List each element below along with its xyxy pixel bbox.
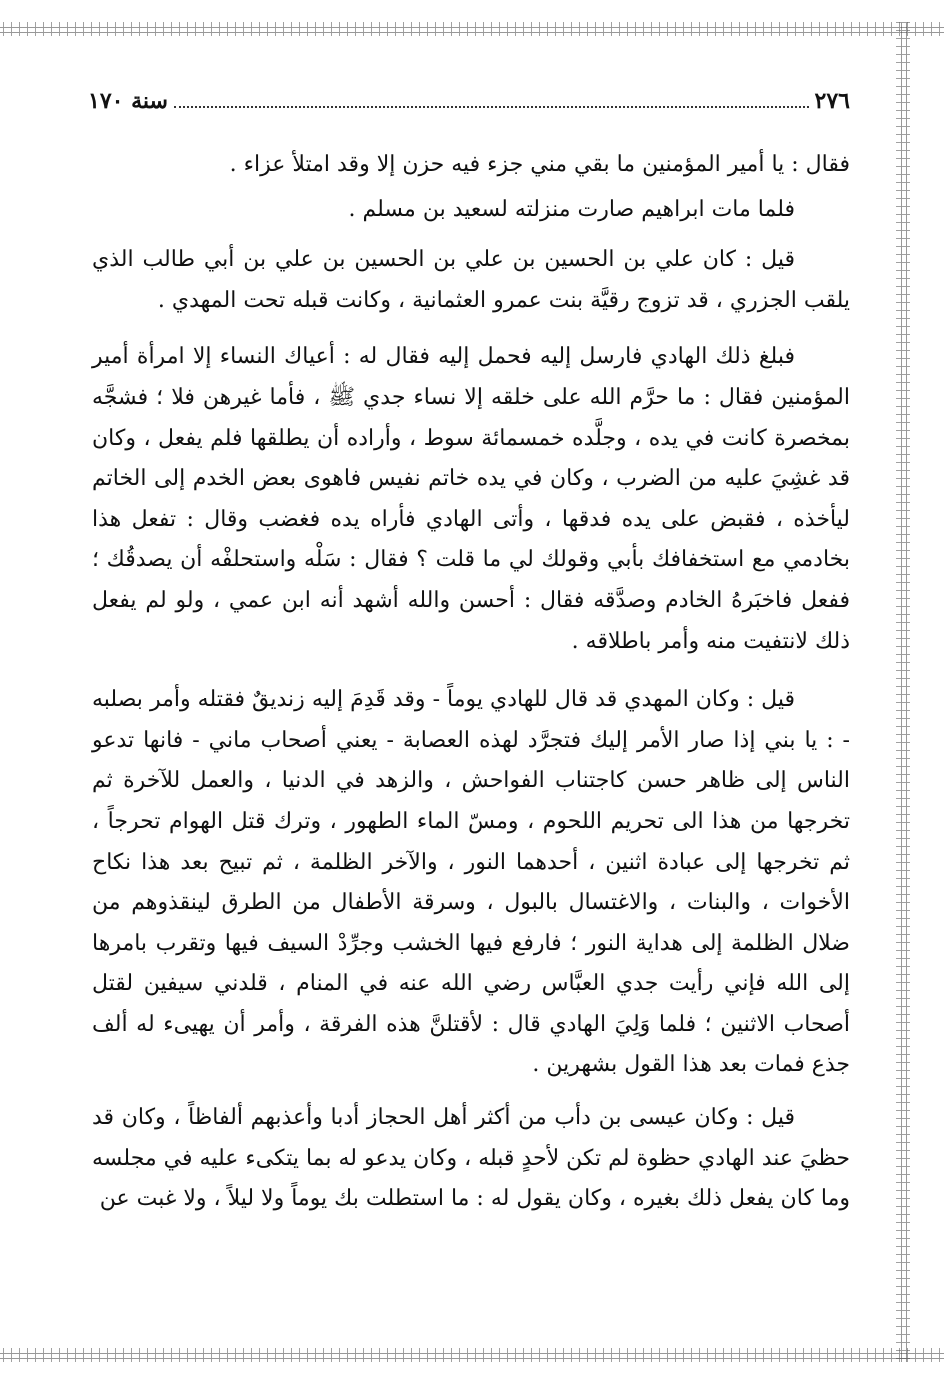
paragraph: قيل : وكان المهدي قد قال للهادي يوماً - وقد قَدِمَ إليه زنديقٌ فقتله وأمر بصلبه - : يا بني إذا صار الأمر إليك فتجرَّد لهذه العصابة - يعني أصحاب ماني - فانها تدعو الناس إلى ظاهر حسن كاجتناب الفواحش ، والزهد في الدنيا ، والعمل للآخرة ثم تخرجها من هذا الى تحريم اللحوم ، ومسّ الماء الطهور ، وترك قتل الهوام تحرجاً ، ثم تخرجها إلى عبادة اثنين ، أحدهما النور ، والآخر الظلمة ، ثم تبيح بعد هذا نكاح الأخوات ، والبنات ، والاغتسال بالبول ، وسرقة الأطفال من الطرق لينقذوهم من ضلال الظلمة إلى هداية النور ؛ فارفع فيها الخشب وجرِّدْ السيف فيها وتقرب بامرها إلى الله فإني رأيت جدي العبَّاس رضي الله عنه في المنام ، قلدني سيفين لقتل أصحاب الاثنين ؛ فلما وَلِيَ الهادي قال : لأقتلنَّ هذه الفرقة ، وأمر أن يهيىء له ألف جذع فمات بعد هذا القول بشهرين . <box>92 687 850 1078</box>
running-header <box>88 88 850 122</box>
paragraph: فلما مات ابراهيم صارت منزلته لسعيد بن مسلم . <box>348 196 795 222</box>
decorative-border-side <box>896 22 910 1362</box>
paragraph: قيل : كان علي بن الحسين بن علي بن الحسين بن علي بن أبي طالب الذي يلقب الجزري ، قد تزوج رقيَّة بنت عمرو العثمانية ، وكانت قبله تحت المهدي . <box>92 247 850 313</box>
paragraph: فبلغ ذلك الهادي فارسل إليه فحمل إليه فقال له : أعياك النساء إلا امرأة أمير المؤمنين فقال : ما حرَّم الله على خلقه إلا نساء جدي ﷺ ، فأما غيرهن فلا ؛ فشجَّه بمخصرة كانت في يده ، وجلَّده خمسمائة سوط ، وأراده أن يطلقها فلم يفعل ، وكان قد غشِيَ عليه من الضرب ، وكان في يده خاتم نفيس فاهوى بعض الخدم إلى الخاتم ليأخذه ، فقبض على يده فدقها ، وأتى الهادي فأراه يده فغضب وقال : تفعل هذا بخادمي مع استخفافك بأبي وقولك لي ما قلت ؟ فقال : سَلْه واستحلفْه أن يصدقُك ؛ ففعل فاخبَرهُ الخادم وصدَّقه فقال : أحسن والله أشهد أنه ابن عمي ، ولو لم يفعل ذلك لانتفيت منه وأمر باطلاقه . <box>92 344 850 654</box>
body-text <box>92 145 850 1220</box>
decorative-border-bottom <box>0 1348 944 1362</box>
paragraph: فقال : يا أمير المؤمنين ما بقي مني جزء فيه حزن إلا وقد امتلأ عزاء . <box>229 152 850 177</box>
paragraph: قيل : وكان عيسى بن دأب من أكثر أهل الحجاز أدبا وأعذبهم ألفاظاً ، وكان قد حظيَ عند الهادي حظوة لم تكن لأحدٍ قبله ، وكان يدعو له بما يتكىء عليه في مجلسه وما كان يفعل ذلك بغيره ، وكان يقول له : ما استطلت بك يوماً ولا ليلاً ، ولا غبت عن <box>92 1105 850 1212</box>
header-dotted-leader <box>174 88 809 108</box>
page-number: ٢٧٦ <box>814 88 850 114</box>
decorative-border-top <box>0 22 944 36</box>
year-label: سنة ١٧٠ <box>88 88 168 114</box>
